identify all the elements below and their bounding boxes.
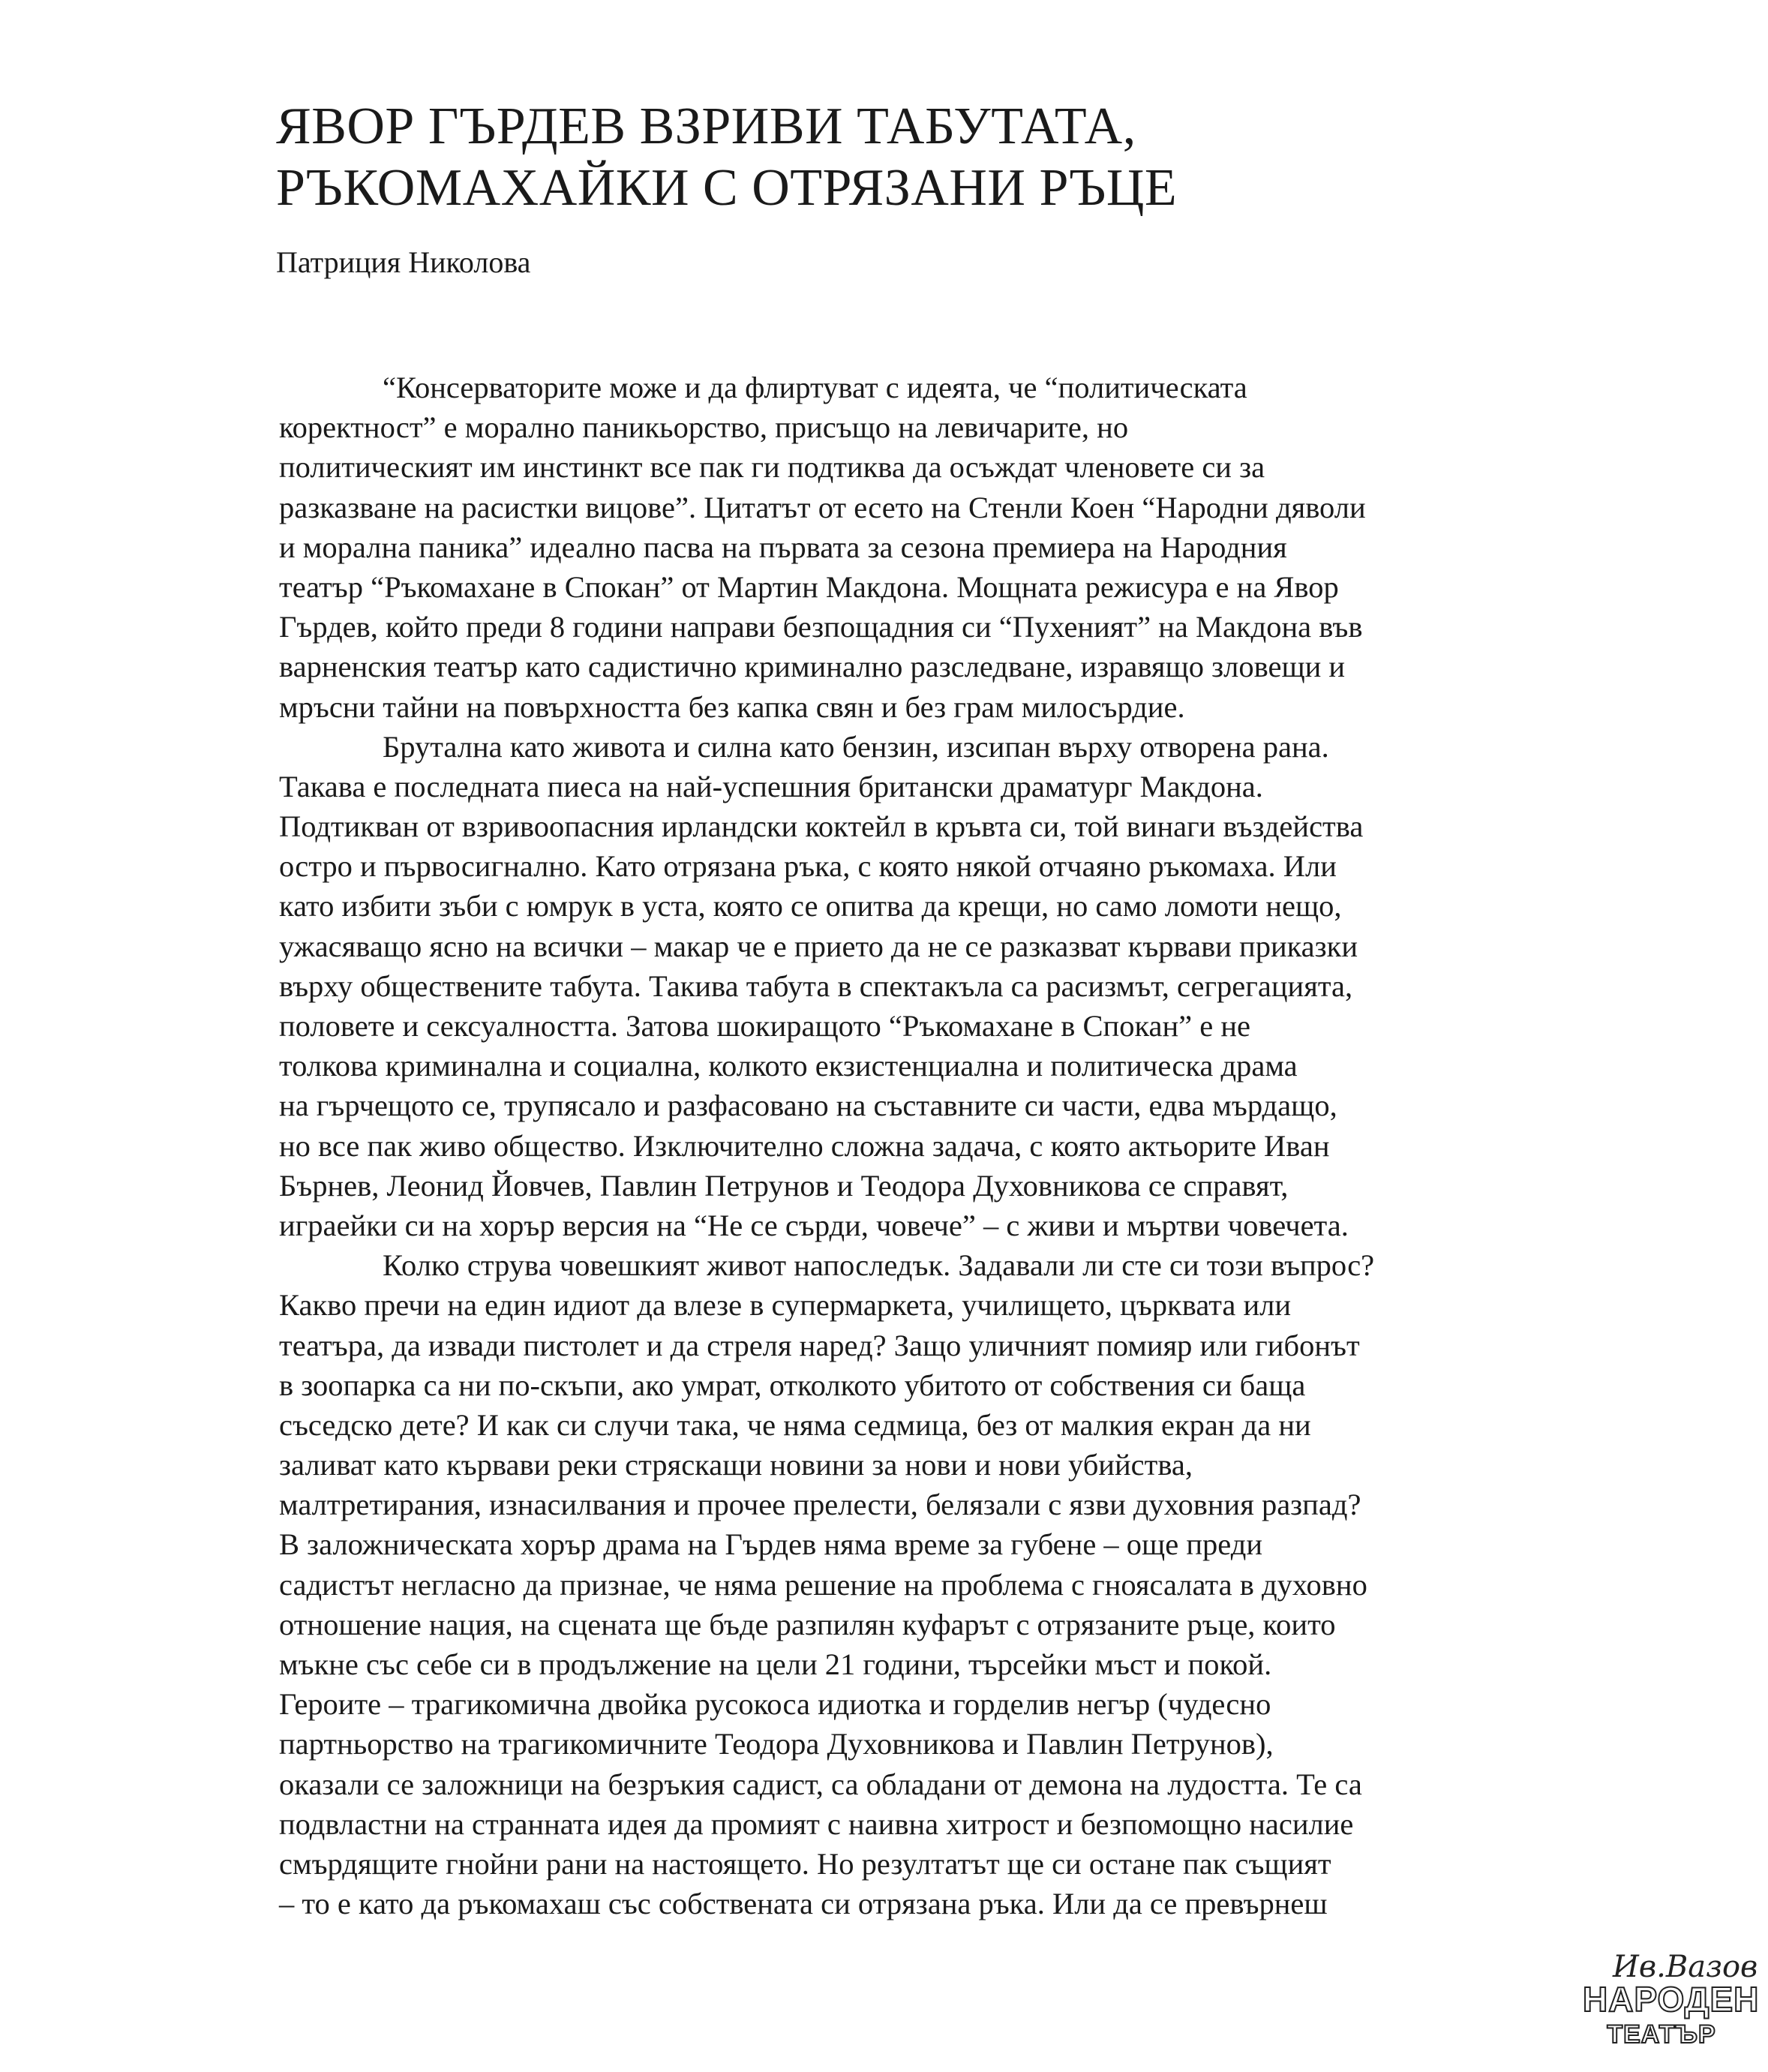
text-line: разказване на расистки вицове”. Цитатът от есето на Стенли Коен “Народни дяволи: [279, 490, 1366, 524]
text-line: мъкне със себе си в продължение на цели 21 години, търсейки мъст и покой.: [279, 1647, 1272, 1681]
text-line: партньорство на трагикомичните Теодора Духовникова и Павлин Петрунов),: [279, 1727, 1274, 1761]
text-line: Такава е последната пиеса на най-успешния британски драматург Макдона.: [279, 769, 1263, 803]
text-line: остро и първосигнално. Като отрязана ръка, с която някой отчаяно ръкомаха. Или: [279, 849, 1337, 884]
article-title-line-1: ЯВОР ГЪРДЕВ ВЗРИВИ ТАБУТАТА,: [276, 98, 1136, 155]
text-line: смърдящите гнойни рани на настоящето. Но резултатът ще си остане пак същият: [279, 1846, 1331, 1881]
text-line: Бърнев, Леонид Йовчев, Павлин Петрунов и Теодора Духовникова се справят,: [279, 1168, 1289, 1203]
text-line: мръсни тайни на повърхността без капка свян и без грам милосърдие.: [279, 689, 1185, 724]
text-line: политическият им инстинкт все пак ги подтиква да осъждат членовете си за: [279, 450, 1265, 485]
text-line: – то е като да ръкомахаш със собствената си отрязана ръка. Или да се превърнеш: [279, 1887, 1328, 1921]
text-line: половете и сексуалността. Затова шокиращото “Ръкомахане в Спокан” е не: [279, 1009, 1251, 1043]
article-title: [276, 96, 1551, 219]
article-title-line-2: РЪКОМАХАЙКИ С ОТРЯЗАНИ РЪЦЕ: [276, 159, 1178, 217]
text-line: като избити зъби с юмрук в уста, която се опитва да крещи, но само ломоти нещо,: [279, 889, 1342, 923]
text-line: коректност” е морално паникьорство, присъщо на левичарите, но: [279, 410, 1129, 445]
text-line: Подтикван от взривоопасния ирландски коктейл в кръвта си, той винаги въздейства: [279, 809, 1364, 844]
article-author: Патриция Николова: [276, 245, 531, 279]
text-line: Колко струва човешкият живот напоследък. Задавали ли сте си този въпрос?: [383, 1248, 1375, 1283]
text-line: варненския театър като садистично криминално разследване, изравящо зловещи и: [279, 650, 1346, 684]
text-line: отношение нация, на сцената ще бъде разпилян куфарът с отрязаните ръце, които: [279, 1607, 1336, 1641]
text-line: Гърдев, който преди 8 години направи безпощадния си “Пухеният” на Макдона във: [279, 610, 1363, 644]
text-line: и морална паника” идеално пасва на първата за сезона премиера на Народния: [279, 530, 1287, 564]
text-line: Героите – трагикомична двойка русокоса идиотка и горделив негър (чудесно: [279, 1687, 1271, 1722]
text-line: оказали се заложници на безръкия садист, са обладани от демона на лудостта. Те са: [279, 1767, 1362, 1801]
text-line: заливат като кървави реки стряскащи новини за нови и нови убийства,: [279, 1448, 1193, 1482]
text-line: ужасяващо ясно на всички – макар че е прието да не се разказват кървави приказки: [279, 929, 1358, 963]
text-line: подвластни на странната идея да промият с наивна хитрост и безпомощно насилие: [279, 1806, 1354, 1841]
text-line: на гърчещото се, трупясало и разфасовано на съставните си части, едва мърдащо,: [279, 1089, 1337, 1123]
logo-word-naroden: НАРОДЕН: [1583, 1980, 1760, 2019]
text-line: малтретирания, изнасилвания и прочее прелести, белязали с язви духовния разпад?: [279, 1488, 1361, 1522]
text-line: Какво пречи на един идиот да влезе в супермаркета, училището, църквата или: [279, 1288, 1292, 1323]
text-line: театъра, да извади пистолет и да стреля наред? Защо уличният помияр или гибонът: [279, 1328, 1360, 1362]
logo-word-teatar: ТЕАТЪР: [1607, 2020, 1716, 2049]
national-theatre-logo: [1583, 1950, 1760, 2055]
text-line: съседско дете? И как си случи така, че няма седмица, без от малкия екран да ни: [279, 1407, 1311, 1442]
text-line: играейки си на хорър версия на “Не се сърди, човече” – с живи и мъртви човечета.: [279, 1208, 1349, 1242]
text-line: театър “Ръкомахане в Спокан” от Мартин Макдона. Мощната режисура е на Явор: [279, 569, 1339, 604]
article-body: [279, 368, 1569, 1923]
text-line: Брутална като живота и силна като бензин, изсипан върху отворена рана.: [383, 729, 1329, 764]
text-line: в зоопарка са ни по-скъпи, ако умрат, отколкото убитото от собствения си баща: [279, 1368, 1306, 1402]
text-line: садистът негласно да признае, че няма решение на проблема с гноясалата в духовно: [279, 1567, 1367, 1602]
logo-signature: Ив.Вазов: [1613, 1950, 1758, 1984]
text-line: върху обществените табута. Такива табута в спектакъла са расизмът, сегрегацията,: [279, 968, 1353, 1003]
text-line: “Консерваторите може и да флиртуват с идеята, че “политическата: [383, 371, 1247, 404]
text-line: но все пак живо общество. Изключително сложна задача, с която актьорите Иван: [279, 1128, 1330, 1163]
text-line: толкова криминална и социална, колкото екзистенциална и политическа драма: [279, 1049, 1298, 1083]
text-line: В заложническата хорър драма на Гърдев няма време за губене – още преди: [279, 1527, 1262, 1562]
